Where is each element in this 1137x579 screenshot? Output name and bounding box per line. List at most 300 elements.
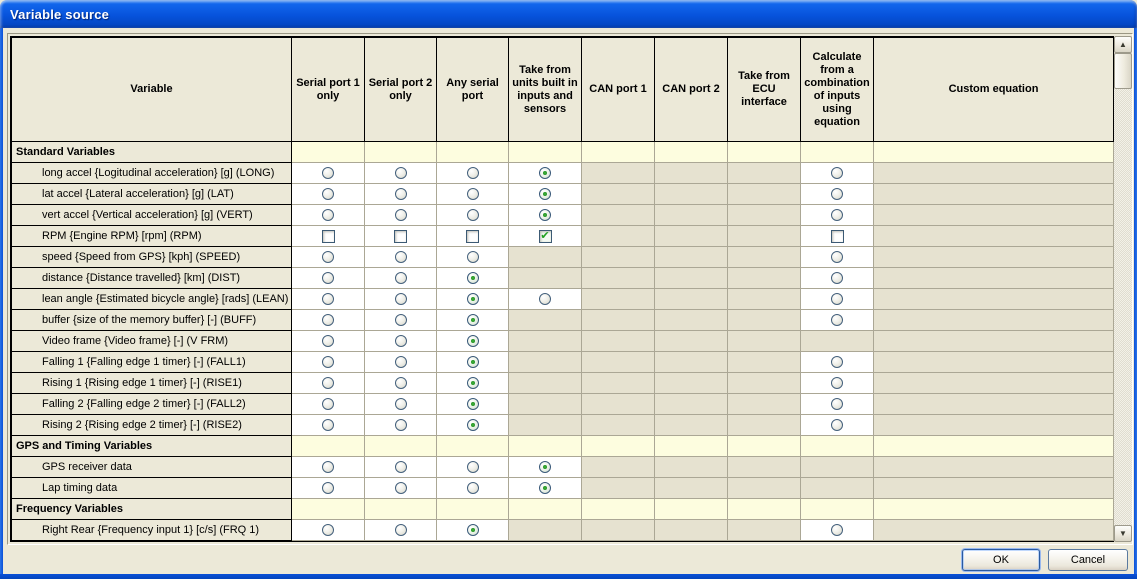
radio-units-built-in[interactable] [539, 293, 551, 305]
option-cell [509, 226, 582, 247]
header-row [12, 38, 1114, 142]
disabled-cell [582, 205, 655, 226]
option-cell [292, 247, 365, 268]
option-cell [801, 520, 874, 541]
radio-serial-port-2[interactable] [395, 461, 407, 473]
option-cell [365, 247, 437, 268]
disabled-cell [728, 352, 801, 373]
option-cell [437, 205, 509, 226]
option-cell [509, 478, 582, 499]
disabled-cell [874, 457, 1114, 478]
section-cell [437, 436, 509, 457]
row-label: long accel {Logitudinal acceleration} [g] (LONG) [12, 163, 292, 184]
variable-grid-wrap [10, 36, 1115, 542]
disabled-cell [874, 373, 1114, 394]
option-cell [801, 415, 874, 436]
option-cell [292, 394, 365, 415]
option-cell [292, 289, 365, 310]
disabled-cell [728, 247, 801, 268]
section-cell [801, 436, 874, 457]
table-row [12, 352, 1114, 373]
radio-any-serial-port-selected[interactable] [467, 272, 479, 284]
disabled-cell [655, 520, 728, 541]
option-cell [509, 457, 582, 478]
section-cell [509, 499, 582, 520]
radio-calculate-equation[interactable] [831, 356, 843, 368]
row-label: GPS receiver data [12, 457, 292, 478]
disabled-cell [582, 478, 655, 499]
radio-serial-port-1[interactable] [322, 314, 334, 326]
option-cell [437, 457, 509, 478]
radio-serial-port-2[interactable] [395, 419, 407, 431]
table-row [12, 520, 1114, 541]
cancel-button-label: Cancel [1070, 554, 1106, 566]
section-cell [582, 142, 655, 163]
radio-serial-port-2[interactable] [395, 314, 407, 326]
row-label: lean angle {Estimated bicycle angle} [rads] (LEAN) [12, 289, 292, 310]
disabled-cell [582, 331, 655, 352]
radio-calculate-equation[interactable] [831, 398, 843, 410]
row-label: Video frame {Video frame} [-] (V FRM) [12, 331, 292, 352]
option-cell [801, 247, 874, 268]
option-cell [801, 226, 874, 247]
disabled-cell [874, 310, 1114, 331]
disabled-cell [655, 268, 728, 289]
section-cell [509, 436, 582, 457]
section-label: Frequency Variables [12, 499, 292, 520]
radio-calculate-equation[interactable] [831, 377, 843, 389]
checkbox-serial-port-2[interactable] [394, 230, 407, 243]
row-label: RPM {Engine RPM} [rpm] (RPM) [12, 226, 292, 247]
radio-any-serial-port[interactable] [467, 188, 479, 200]
option-cell [365, 163, 437, 184]
disabled-cell [728, 289, 801, 310]
row-label: Right Rear {Frequency input 1} [c/s] (FRQ 1) [12, 520, 292, 541]
section-cell [582, 499, 655, 520]
radio-serial-port-2[interactable] [395, 167, 407, 179]
radio-units-built-in-selected[interactable] [539, 482, 551, 494]
option-cell [509, 184, 582, 205]
disabled-cell [582, 457, 655, 478]
radio-serial-port-2[interactable] [395, 482, 407, 494]
disabled-cell [874, 268, 1114, 289]
option-cell [437, 373, 509, 394]
disabled-cell [582, 394, 655, 415]
section-cell [801, 499, 874, 520]
checkbox-any-serial-port[interactable] [466, 230, 479, 243]
disabled-cell [509, 352, 582, 373]
table-row [12, 163, 1114, 184]
option-cell [292, 520, 365, 541]
radio-serial-port-1[interactable] [322, 251, 334, 263]
row-label: lat accel {Lateral acceleration} [g] (LAT) [12, 184, 292, 205]
table-row [12, 331, 1114, 352]
disabled-cell [582, 163, 655, 184]
radio-serial-port-1[interactable] [322, 293, 334, 305]
section-cell [874, 436, 1114, 457]
radio-serial-port-2[interactable] [395, 356, 407, 368]
checkbox-units-built-in-checked[interactable]: ✔ [540, 229, 550, 242]
option-cell [437, 268, 509, 289]
radio-serial-port-2[interactable] [395, 377, 407, 389]
disabled-cell [582, 268, 655, 289]
table-row [12, 478, 1114, 499]
option-cell [292, 184, 365, 205]
disabled-cell [582, 520, 655, 541]
radio-serial-port-1[interactable] [322, 419, 334, 431]
table-row [12, 268, 1114, 289]
disabled-cell [874, 394, 1114, 415]
disabled-cell [728, 226, 801, 247]
option-cell [801, 163, 874, 184]
section-cell [655, 142, 728, 163]
table-row [12, 226, 1114, 247]
table-row [12, 457, 1114, 478]
disabled-cell [655, 352, 728, 373]
table-row [12, 415, 1114, 436]
disabled-cell [874, 289, 1114, 310]
radio-any-serial-port[interactable] [467, 251, 479, 263]
radio-any-serial-port-selected[interactable] [467, 314, 479, 326]
radio-serial-port-1[interactable] [322, 167, 334, 179]
option-cell [801, 394, 874, 415]
section-cell [655, 436, 728, 457]
radio-units-built-in-selected[interactable] [539, 209, 551, 221]
radio-serial-port-2[interactable] [395, 272, 407, 284]
checkbox-serial-port-1[interactable] [322, 230, 335, 243]
disabled-cell [728, 415, 801, 436]
radio-any-serial-port-selected[interactable] [467, 293, 479, 305]
section-cell [292, 499, 365, 520]
radio-serial-port-1[interactable] [322, 209, 334, 221]
disabled-cell [509, 520, 582, 541]
radio-serial-port-1[interactable] [322, 524, 334, 536]
disabled-cell [728, 520, 801, 541]
column-header-custom-equation: Custom equation [874, 38, 1114, 142]
option-cell [437, 394, 509, 415]
section-cell [437, 142, 509, 163]
option-cell [292, 268, 365, 289]
section-cell [292, 142, 365, 163]
disabled-cell [655, 226, 728, 247]
option-cell [365, 457, 437, 478]
option-cell [292, 205, 365, 226]
column-header-serial-port-2: Serial port 2 only [365, 38, 437, 142]
radio-serial-port-1[interactable] [322, 356, 334, 368]
disabled-cell [801, 457, 874, 478]
radio-serial-port-2[interactable] [395, 398, 407, 410]
radio-serial-port-2[interactable] [395, 209, 407, 221]
table-row [12, 310, 1114, 331]
option-cell [365, 373, 437, 394]
column-header-ecu-interface: Take from ECU interface [728, 38, 801, 142]
radio-serial-port-1[interactable] [322, 482, 334, 494]
radio-calculate-equation[interactable] [831, 272, 843, 284]
disabled-cell [655, 415, 728, 436]
option-cell [365, 352, 437, 373]
radio-any-serial-port[interactable] [467, 461, 479, 473]
radio-serial-port-1[interactable] [322, 398, 334, 410]
radio-any-serial-port-selected[interactable] [467, 419, 479, 431]
option-cell [437, 226, 509, 247]
disabled-cell [509, 373, 582, 394]
scroll-up-button[interactable] [1114, 36, 1132, 53]
section-cell [509, 142, 582, 163]
section-cell [582, 436, 655, 457]
option-cell [437, 184, 509, 205]
radio-serial-port-1[interactable] [322, 377, 334, 389]
radio-serial-port-2[interactable] [395, 293, 407, 305]
disabled-cell [874, 184, 1114, 205]
option-cell [365, 520, 437, 541]
option-cell [437, 331, 509, 352]
section-label: GPS and Timing Variables [12, 436, 292, 457]
radio-serial-port-2[interactable] [395, 188, 407, 200]
option-cell [801, 373, 874, 394]
column-header-variable: Variable [12, 38, 292, 142]
disabled-cell [582, 226, 655, 247]
disabled-cell [655, 205, 728, 226]
section-cell [365, 142, 437, 163]
section-cell [728, 142, 801, 163]
option-cell [292, 163, 365, 184]
radio-serial-port-1[interactable] [322, 188, 334, 200]
disabled-cell [655, 394, 728, 415]
section-cell [874, 499, 1114, 520]
disabled-cell [582, 352, 655, 373]
option-cell [365, 478, 437, 499]
checkbox-calculate-equation[interactable] [831, 230, 844, 243]
disabled-cell [582, 310, 655, 331]
disabled-cell [874, 520, 1114, 541]
radio-serial-port-2[interactable] [395, 335, 407, 347]
option-cell [801, 289, 874, 310]
column-header-units-built-in: Take from units built in inputs and sensors [509, 38, 582, 142]
disabled-cell [874, 205, 1114, 226]
option-cell [292, 457, 365, 478]
column-header-can-port-1: CAN port 1 [582, 38, 655, 142]
radio-calculate-equation[interactable] [831, 209, 843, 221]
column-header-serial-port-1: Serial port 1 only [292, 38, 365, 142]
section-row [12, 499, 1114, 520]
option-cell [292, 478, 365, 499]
disabled-cell [874, 478, 1114, 499]
radio-any-serial-port[interactable] [467, 482, 479, 494]
disabled-cell [655, 373, 728, 394]
radio-units-built-in-selected[interactable] [539, 167, 551, 179]
disabled-cell [874, 352, 1114, 373]
option-cell [437, 352, 509, 373]
disabled-cell [509, 331, 582, 352]
option-cell [437, 247, 509, 268]
disabled-cell [801, 478, 874, 499]
section-cell [365, 499, 437, 520]
window-border-left [0, 28, 3, 579]
option-cell [801, 184, 874, 205]
radio-serial-port-2[interactable] [395, 251, 407, 263]
radio-any-serial-port[interactable] [467, 209, 479, 221]
radio-calculate-equation[interactable] [831, 419, 843, 431]
table-row [12, 373, 1114, 394]
option-cell [365, 268, 437, 289]
variable-table [11, 37, 1114, 541]
row-label: Lap timing data [12, 478, 292, 499]
radio-serial-port-1[interactable] [322, 272, 334, 284]
column-header-can-port-2: CAN port 2 [655, 38, 728, 142]
disabled-cell [582, 373, 655, 394]
option-cell [509, 205, 582, 226]
radio-calculate-equation[interactable] [831, 524, 843, 536]
disabled-cell [509, 310, 582, 331]
section-cell [801, 142, 874, 163]
table-row [12, 205, 1114, 226]
option-cell [801, 352, 874, 373]
disabled-cell [728, 184, 801, 205]
option-cell [292, 373, 365, 394]
radio-units-built-in-selected[interactable] [539, 461, 551, 473]
section-cell [365, 436, 437, 457]
radio-any-serial-port-selected[interactable] [467, 335, 479, 347]
table-row [12, 184, 1114, 205]
window-title: Variable source [10, 6, 110, 22]
option-cell [801, 268, 874, 289]
table-row [12, 289, 1114, 310]
disabled-cell [582, 184, 655, 205]
option-cell [437, 310, 509, 331]
radio-any-serial-port-selected[interactable] [467, 398, 479, 410]
disabled-cell [582, 289, 655, 310]
option-cell [292, 226, 365, 247]
row-label: speed {Speed from GPS} [kph] (SPEED) [12, 247, 292, 268]
disabled-cell [874, 331, 1114, 352]
option-cell [437, 289, 509, 310]
option-cell [292, 310, 365, 331]
section-cell [728, 436, 801, 457]
radio-calculate-equation[interactable] [831, 251, 843, 263]
option-cell [437, 163, 509, 184]
arrow-down-icon: ▼ [1119, 528, 1127, 538]
disabled-cell [728, 331, 801, 352]
disabled-cell [728, 394, 801, 415]
disabled-cell [728, 310, 801, 331]
scroll-down-button[interactable] [1114, 525, 1132, 542]
ok-button-label: OK [993, 554, 1009, 566]
disabled-cell [874, 247, 1114, 268]
disabled-cell [582, 415, 655, 436]
disabled-cell [655, 184, 728, 205]
cancel-button[interactable] [1048, 549, 1128, 571]
radio-serial-port-2[interactable] [395, 524, 407, 536]
column-header-calculate-equation: Calculate from a combination of inputs using equation [801, 38, 874, 142]
disabled-cell [728, 457, 801, 478]
disabled-cell [655, 289, 728, 310]
option-cell [801, 205, 874, 226]
disabled-cell [874, 226, 1114, 247]
disabled-cell [509, 415, 582, 436]
option-cell [801, 310, 874, 331]
option-cell [292, 352, 365, 373]
radio-calculate-equation[interactable] [831, 314, 843, 326]
radio-serial-port-1[interactable] [322, 335, 334, 347]
title-bar[interactable] [0, 0, 1137, 28]
table-row [12, 247, 1114, 268]
row-label: Rising 1 {Rising edge 1 timer} [-] (RISE1) [12, 373, 292, 394]
disabled-cell [582, 247, 655, 268]
option-cell [437, 415, 509, 436]
row-label: distance {Distance travelled} [km] (DIST) [12, 268, 292, 289]
disabled-cell [509, 394, 582, 415]
radio-calculate-equation[interactable] [831, 293, 843, 305]
disabled-cell [801, 331, 874, 352]
window-border-bottom [0, 574, 1137, 579]
section-row [12, 436, 1114, 457]
row-label: Rising 2 {Rising edge 2 timer} [-] (RISE2) [12, 415, 292, 436]
option-cell [365, 205, 437, 226]
vertical-scrollbar[interactable] [1114, 36, 1132, 542]
disabled-cell [728, 163, 801, 184]
option-cell [509, 289, 582, 310]
option-cell [365, 289, 437, 310]
option-cell [292, 415, 365, 436]
section-cell [874, 142, 1114, 163]
option-cell [365, 394, 437, 415]
disabled-cell [655, 478, 728, 499]
radio-calculate-equation[interactable] [831, 188, 843, 200]
radio-any-serial-port-selected[interactable] [467, 377, 479, 389]
option-cell [365, 310, 437, 331]
disabled-cell [728, 373, 801, 394]
option-cell [365, 331, 437, 352]
section-row [12, 142, 1114, 163]
row-label: buffer {size of the memory buffer} [-] (BUFF) [12, 310, 292, 331]
disabled-cell [874, 163, 1114, 184]
disabled-cell [728, 478, 801, 499]
radio-units-built-in-selected[interactable] [539, 188, 551, 200]
row-label: Falling 1 {Falling edge 1 timer} [-] (FALL1) [12, 352, 292, 373]
disabled-cell [509, 268, 582, 289]
radio-calculate-equation[interactable] [831, 167, 843, 179]
scrollbar-thumb[interactable] [1114, 53, 1132, 89]
section-cell [728, 499, 801, 520]
row-label: Falling 2 {Falling edge 2 timer} [-] (FALL2) [12, 394, 292, 415]
disabled-cell [655, 310, 728, 331]
section-cell [437, 499, 509, 520]
option-cell [365, 415, 437, 436]
disabled-cell [655, 331, 728, 352]
disabled-cell [655, 247, 728, 268]
disabled-cell [655, 163, 728, 184]
disabled-cell [655, 457, 728, 478]
radio-any-serial-port-selected[interactable] [467, 524, 479, 536]
section-cell [292, 436, 365, 457]
option-cell [365, 226, 437, 247]
disabled-cell [874, 415, 1114, 436]
radio-serial-port-1[interactable] [322, 461, 334, 473]
option-cell [437, 478, 509, 499]
ok-button[interactable] [962, 549, 1040, 571]
table-row [12, 394, 1114, 415]
radio-any-serial-port-selected[interactable] [467, 356, 479, 368]
option-cell [292, 331, 365, 352]
section-cell [655, 499, 728, 520]
section-label: Standard Variables [12, 142, 292, 163]
row-label: vert accel {Vertical acceleration} [g] (VERT) [12, 205, 292, 226]
column-header-any-serial-port: Any serial port [437, 38, 509, 142]
radio-any-serial-port[interactable] [467, 167, 479, 179]
disabled-cell [728, 268, 801, 289]
option-cell [509, 163, 582, 184]
disabled-cell [728, 205, 801, 226]
